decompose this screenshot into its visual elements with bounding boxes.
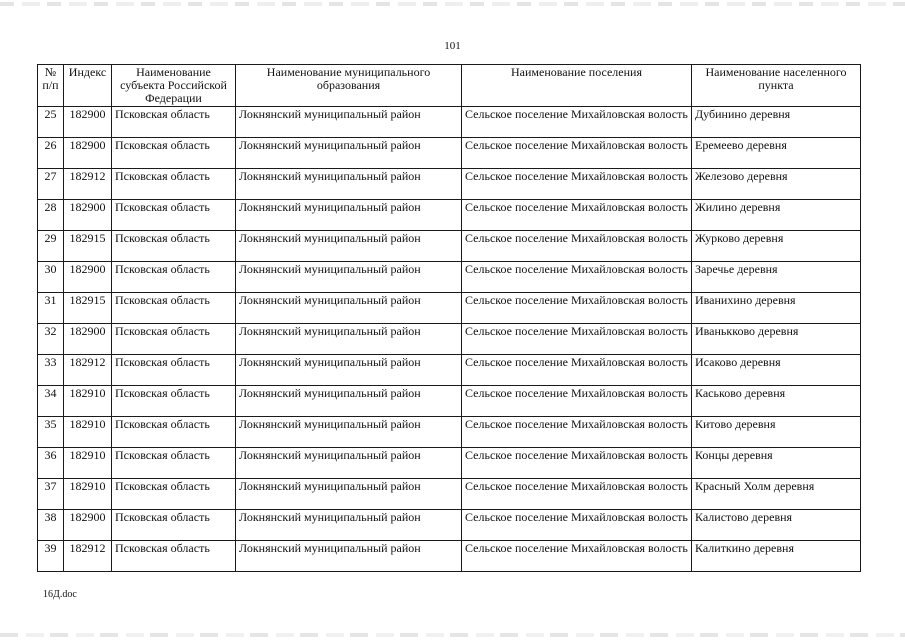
cell-num: 31: [38, 293, 64, 324]
settlements-table: [37, 64, 861, 572]
cell-municipal: Локнянский муниципальный район: [236, 386, 462, 417]
cell-locality: Красный Холм деревня: [692, 479, 861, 510]
table-row: [38, 510, 861, 541]
cell-locality: Жилино деревня: [692, 200, 861, 231]
scan-edge-bottom: [0, 633, 905, 637]
cell-num: 27: [38, 169, 64, 200]
cell-subject: Псковская область: [112, 324, 236, 355]
cell-locality: Каськово деревня: [692, 386, 861, 417]
cell-subject: Псковская область: [112, 417, 236, 448]
cell-subject: Псковская область: [112, 479, 236, 510]
cell-locality: Исаково деревня: [692, 355, 861, 386]
header-municipal: Наименование муниципального образования: [236, 65, 462, 107]
cell-municipal: Локнянский муниципальный район: [236, 510, 462, 541]
cell-settlement: Сельское поселение Михайловская волость: [462, 355, 692, 386]
cell-locality: Железово деревня: [692, 169, 861, 200]
cell-index: 182900: [64, 324, 112, 355]
cell-settlement: Сельское поселение Михайловская волость: [462, 324, 692, 355]
table-header-row: [38, 65, 861, 107]
cell-municipal: Локнянский муниципальный район: [236, 293, 462, 324]
cell-settlement: Сельское поселение Михайловская волость: [462, 417, 692, 448]
cell-index: 182912: [64, 355, 112, 386]
cell-num: 37: [38, 479, 64, 510]
cell-index: 182900: [64, 510, 112, 541]
cell-num: 30: [38, 262, 64, 293]
cell-num: 39: [38, 541, 64, 572]
cell-municipal: Локнянский муниципальный район: [236, 169, 462, 200]
cell-num: 36: [38, 448, 64, 479]
cell-num: 35: [38, 417, 64, 448]
cell-locality: Китово деревня: [692, 417, 861, 448]
cell-index: 182912: [64, 541, 112, 572]
table-row: [38, 107, 861, 138]
cell-municipal: Локнянский муниципальный район: [236, 479, 462, 510]
cell-index: 182915: [64, 293, 112, 324]
cell-locality: Иванихино деревня: [692, 293, 861, 324]
cell-subject: Псковская область: [112, 293, 236, 324]
cell-settlement: Сельское поселение Михайловская волость: [462, 510, 692, 541]
table-row: [38, 324, 861, 355]
cell-settlement: Сельское поселение Михайловская волость: [462, 200, 692, 231]
table-body: [38, 107, 861, 572]
cell-locality: Дубинино деревня: [692, 107, 861, 138]
cell-municipal: Локнянский муниципальный район: [236, 448, 462, 479]
table-row: [38, 293, 861, 324]
table-row: [38, 448, 861, 479]
page-number: 101: [444, 40, 461, 52]
cell-num: 38: [38, 510, 64, 541]
table-row: [38, 417, 861, 448]
cell-subject: Псковская область: [112, 169, 236, 200]
table-row: [38, 479, 861, 510]
cell-settlement: Сельское поселение Михайловская волость: [462, 541, 692, 572]
cell-subject: Псковская область: [112, 231, 236, 262]
cell-num: 29: [38, 231, 64, 262]
cell-settlement: Сельское поселение Михайловская волость: [462, 262, 692, 293]
cell-municipal: Локнянский муниципальный район: [236, 324, 462, 355]
cell-locality: Калистово деревня: [692, 510, 861, 541]
cell-settlement: Сельское поселение Михайловская волость: [462, 479, 692, 510]
table-row: [38, 169, 861, 200]
cell-municipal: Локнянский муниципальный район: [236, 417, 462, 448]
header-index: Индекс: [64, 65, 112, 107]
cell-index: 182910: [64, 417, 112, 448]
cell-num: 28: [38, 200, 64, 231]
cell-subject: Псковская область: [112, 448, 236, 479]
cell-subject: Псковская область: [112, 355, 236, 386]
cell-municipal: Локнянский муниципальный район: [236, 231, 462, 262]
cell-subject: Псковская область: [112, 541, 236, 572]
table-row: [38, 386, 861, 417]
scan-edge-top: [0, 2, 905, 6]
cell-settlement: Сельское поселение Михайловская волость: [462, 293, 692, 324]
cell-settlement: Сельское поселение Михайловская волость: [462, 169, 692, 200]
cell-locality: Заречье деревня: [692, 262, 861, 293]
cell-locality: Еремеево деревня: [692, 138, 861, 169]
cell-locality: Журково деревня: [692, 231, 861, 262]
header-settlement: Наименование поселения: [462, 65, 692, 107]
footer-file-name: 16Д.doc: [43, 589, 77, 600]
cell-locality: Иванькково деревня: [692, 324, 861, 355]
cell-index: 182900: [64, 200, 112, 231]
cell-index: 182915: [64, 231, 112, 262]
cell-settlement: Сельское поселение Михайловская волость: [462, 386, 692, 417]
header-subject: Наименование субъекта Российской Федерации: [112, 65, 236, 107]
cell-municipal: Локнянский муниципальный район: [236, 107, 462, 138]
cell-index: 182910: [64, 479, 112, 510]
table-row: [38, 541, 861, 572]
header-locality: Наименование населенного пункта: [692, 65, 861, 107]
cell-num: 25: [38, 107, 64, 138]
cell-subject: Псковская область: [112, 262, 236, 293]
cell-index: 182910: [64, 386, 112, 417]
cell-settlement: Сельское поселение Михайловская волость: [462, 231, 692, 262]
cell-index: 182912: [64, 169, 112, 200]
cell-locality: Калиткино деревня: [692, 541, 861, 572]
cell-num: 33: [38, 355, 64, 386]
cell-municipal: Локнянский муниципальный район: [236, 138, 462, 169]
cell-index: 182900: [64, 107, 112, 138]
table-row: [38, 138, 861, 169]
cell-num: 26: [38, 138, 64, 169]
table-row: [38, 200, 861, 231]
cell-index: 182910: [64, 448, 112, 479]
cell-municipal: Локнянский муниципальный район: [236, 262, 462, 293]
table-row: [38, 262, 861, 293]
cell-subject: Псковская область: [112, 200, 236, 231]
cell-subject: Псковская область: [112, 386, 236, 417]
header-num: № п/п: [38, 65, 64, 107]
cell-subject: Псковская область: [112, 107, 236, 138]
cell-num: 32: [38, 324, 64, 355]
cell-municipal: Локнянский муниципальный район: [236, 541, 462, 572]
table-row: [38, 355, 861, 386]
cell-subject: Псковская область: [112, 138, 236, 169]
cell-index: 182900: [64, 138, 112, 169]
cell-index: 182900: [64, 262, 112, 293]
cell-num: 34: [38, 386, 64, 417]
cell-settlement: Сельское поселение Михайловская волость: [462, 448, 692, 479]
cell-settlement: Сельское поселение Михайловская волость: [462, 107, 692, 138]
cell-municipal: Локнянский муниципальный район: [236, 200, 462, 231]
cell-locality: Концы деревня: [692, 448, 861, 479]
cell-subject: Псковская область: [112, 510, 236, 541]
table-row: [38, 231, 861, 262]
cell-municipal: Локнянский муниципальный район: [236, 355, 462, 386]
cell-settlement: Сельское поселение Михайловская волость: [462, 138, 692, 169]
